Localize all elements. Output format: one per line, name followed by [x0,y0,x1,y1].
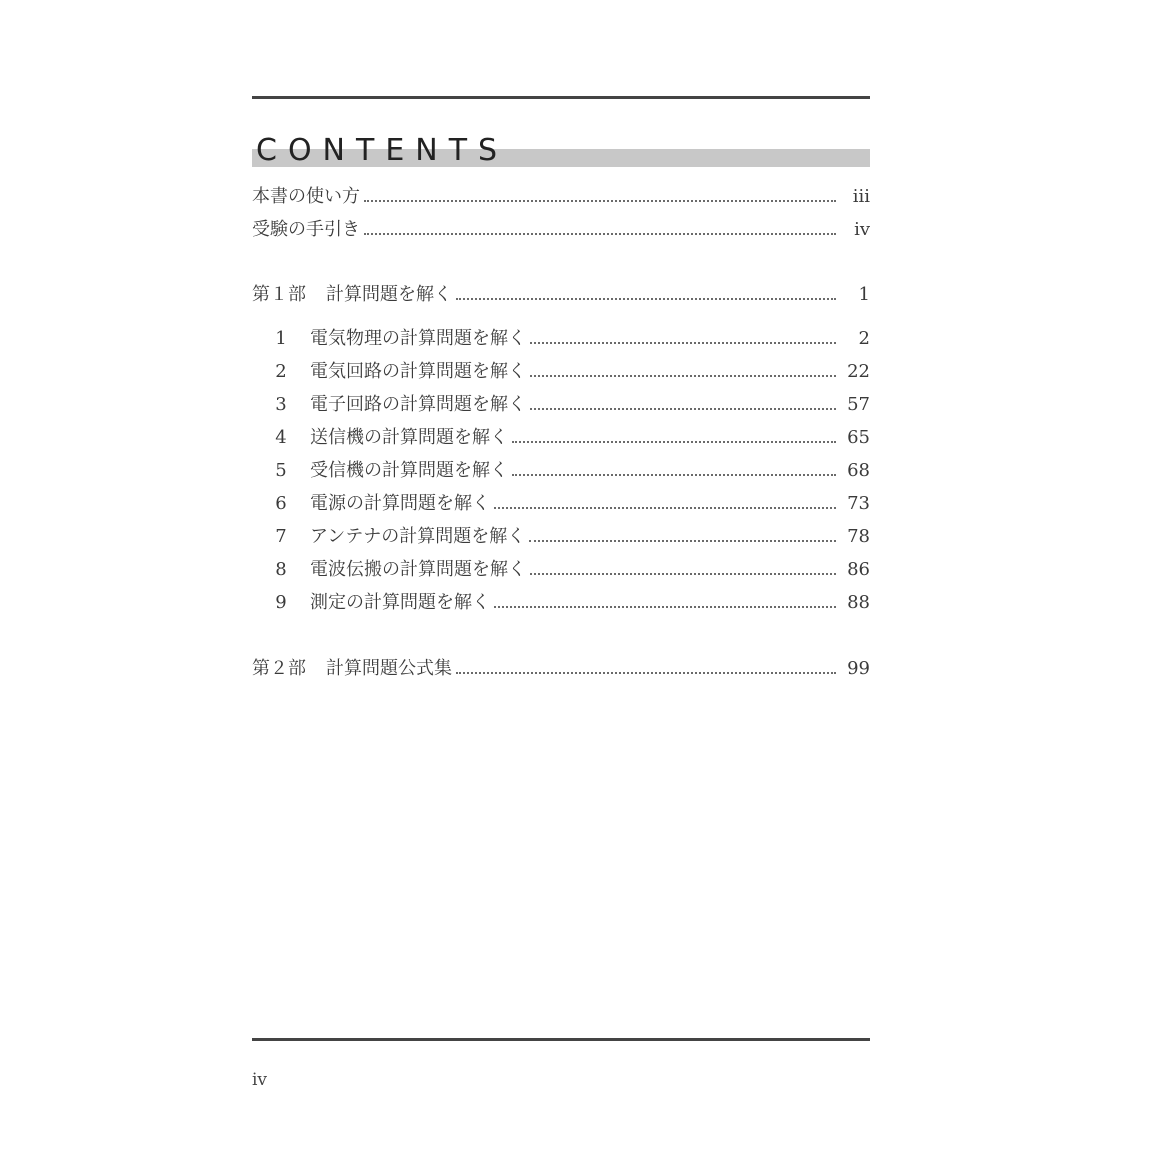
toc-entry-page: 2 [858,328,870,349]
page-number: iv [252,1070,268,1090]
page-title: CONTENTS [256,133,509,168]
toc-entry-page: 78 [847,526,870,547]
toc-entry-page: 88 [847,592,870,613]
chapter-number: 3 [275,394,287,415]
toc-entry-page: 99 [847,658,870,679]
dot-leader [456,672,836,674]
dot-leader [494,606,836,608]
toc-chapter-5[interactable] [252,454,870,484]
toc-entry-title: 受信機の計算問題を解く [310,460,508,481]
dot-leader [456,298,836,300]
toc-entry-page: iv [854,219,870,240]
part-label: 第２部 [252,658,306,679]
dot-leader [512,441,836,443]
part-label: 第１部 [252,284,306,305]
toc-entry-page: 68 [847,460,870,481]
toc-entry-title: 本書の使い方 [252,186,360,207]
dot-leader [364,233,836,235]
toc-entry-page: 22 [847,361,870,382]
toc-entry-title: 電気物理の計算問題を解く [310,328,526,349]
toc-entry-part2[interactable] [252,652,870,682]
chapter-number: 5 [275,460,287,481]
toc-entry-title: 測定の計算問題を解く [310,592,490,613]
toc-entry-page: iii [852,186,870,207]
toc-entry-title: 電源の計算問題を解く [310,493,490,514]
dot-leader [530,573,836,575]
toc-entry-title: 受験の手引き [252,219,360,240]
toc-entry-page: 57 [847,394,870,415]
dot-leader [530,408,836,410]
toc-entry-page: 73 [847,493,870,514]
chapter-number: 7 [275,526,287,547]
toc-entry-title: 計算問題を解く [326,284,452,305]
toc-entry-title: 電子回路の計算問題を解く [310,394,526,415]
toc-chapter-7[interactable] [252,520,870,550]
toc-chapter-3[interactable] [252,388,870,418]
toc-entry-page: 86 [847,559,870,580]
dot-leader [530,375,836,377]
toc-chapter-2[interactable] [252,355,870,385]
chapter-number: 6 [275,493,287,514]
toc-entry-title: 電波伝搬の計算問題を解く [310,559,526,580]
toc-entry-title: 送信機の計算問題を解く [310,427,508,448]
toc-chapter-8[interactable] [252,553,870,583]
chapter-number: 1 [275,328,287,349]
toc-chapter-4[interactable] [252,421,870,451]
chapter-number: 8 [275,559,287,580]
toc-chapter-6[interactable] [252,487,870,517]
toc-entry-exam-guide[interactable] [252,213,870,243]
dot-leader [512,474,836,476]
dot-leader [494,507,836,509]
dot-leader [364,200,836,202]
bottom-rule [252,1038,870,1041]
chapter-number: 2 [275,361,287,382]
toc-entry-title: 電気回路の計算問題を解く [310,361,526,382]
top-rule [252,96,870,99]
toc-chapter-9[interactable] [252,586,870,616]
toc-entry-usage[interactable] [252,180,870,210]
dot-leader [530,342,836,344]
toc-entry-title: 計算問題公式集 [326,658,452,679]
toc-chapter-1[interactable] [252,322,870,352]
toc-entry-page: 65 [847,427,870,448]
toc-entry-part1[interactable] [252,278,870,308]
toc-entry-page: 1 [858,284,870,305]
toc-entry-title: アンテナの計算問題を解く [310,526,526,547]
dot-leader [529,540,836,542]
chapter-number: 9 [275,592,287,613]
chapter-number: 4 [275,427,287,448]
